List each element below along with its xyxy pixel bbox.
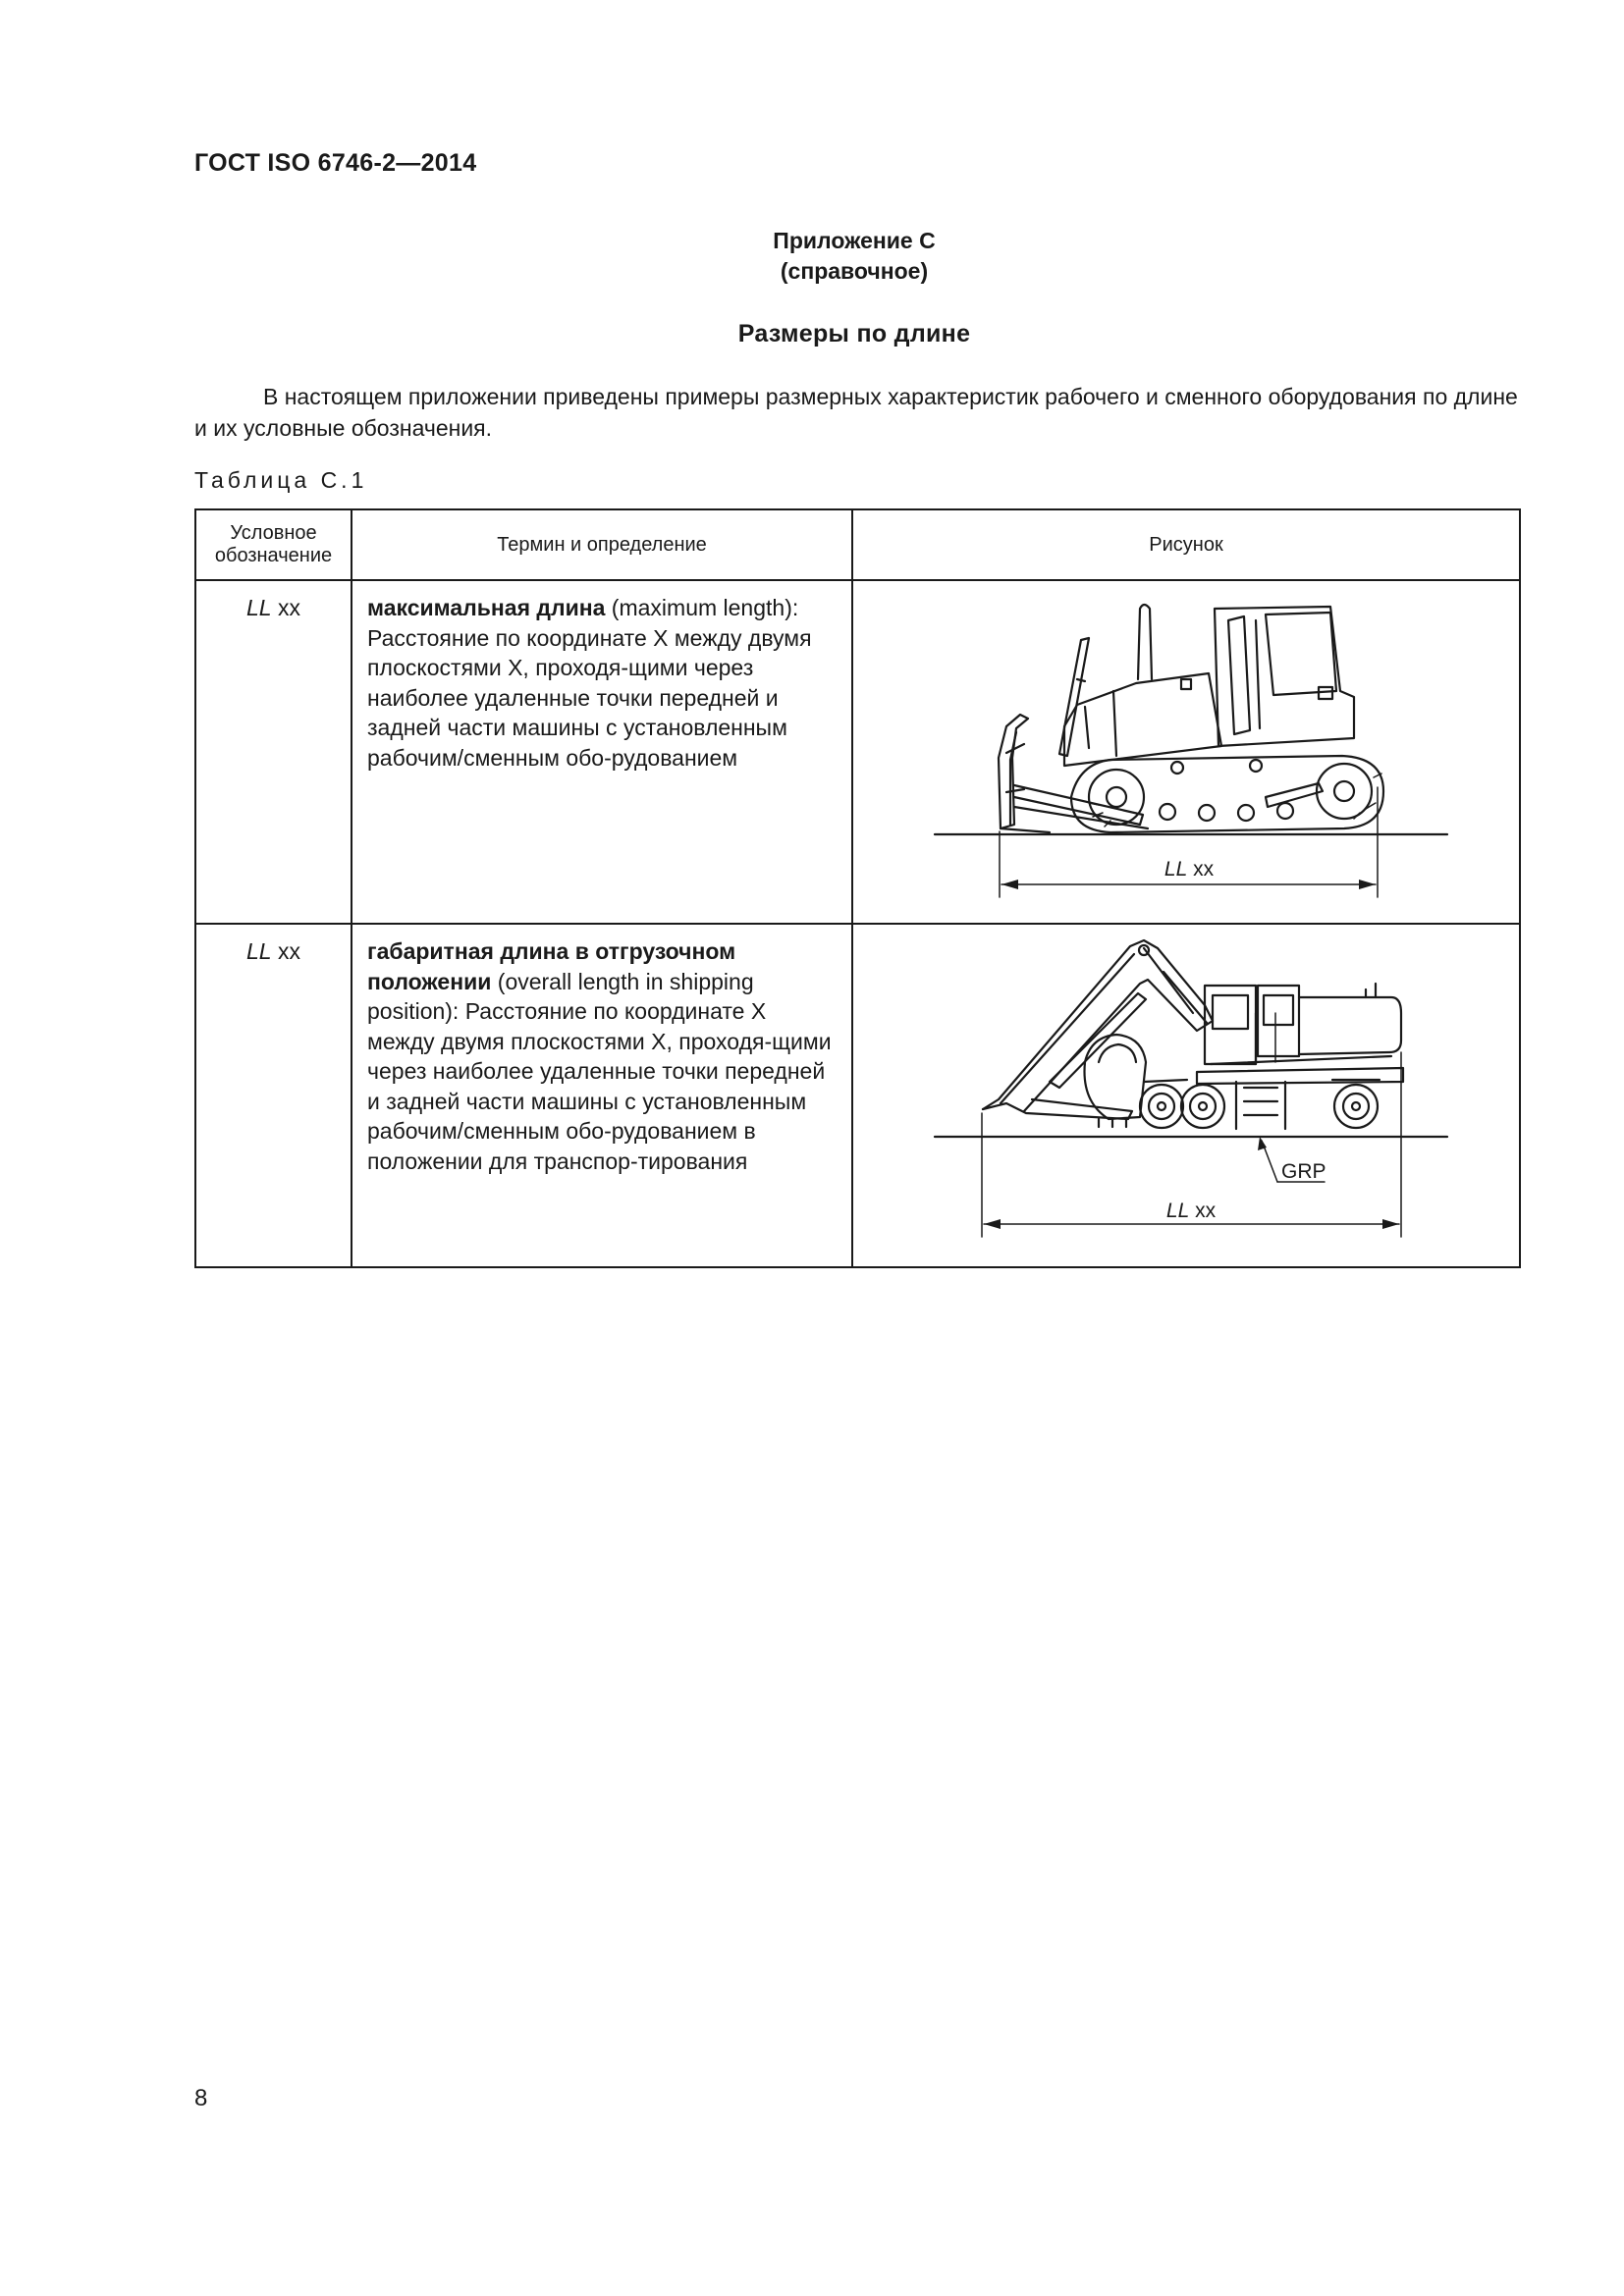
symbol-suffix: xx xyxy=(271,595,300,620)
figure-cell xyxy=(852,580,1520,924)
section-title: Размеры по длине xyxy=(737,320,971,347)
engine-hood xyxy=(1064,673,1221,766)
header-symbol: Условное обозначение xyxy=(195,509,352,580)
dimension-label: LL xx xyxy=(1164,858,1215,881)
table-caption: Таблица С.1 xyxy=(194,467,368,493)
arrow-left xyxy=(1001,880,1018,889)
table-header-row xyxy=(195,509,1520,580)
boom xyxy=(983,940,1213,1111)
arrow-left xyxy=(984,1219,1001,1229)
table-row xyxy=(195,580,1520,924)
intro-paragraph: В настоящем приложении приведены примеры размерных характеристик рабочего и сменного оборудования по длине и их условные обозначения. xyxy=(194,384,1518,441)
annex-title: Приложение С xyxy=(773,228,936,253)
document-code: ГОСТ ISO 6746-2—2014 xyxy=(194,149,477,177)
bulldozer-figure xyxy=(853,581,1521,909)
undercarriage xyxy=(1140,1068,1403,1129)
term-definition: (maximum length): Расстояние по координате X между двумя плоскостями X, проходя-щими через наиболее удаленные точки передней и задней части машины с установленным рабочим/сменным обо-рудованием xyxy=(367,595,812,771)
term-definition: (overall length in shipping position): Расстояние по координате X между двумя плоскостями X, проходя-щими через наиболее удаленные точки передней и задней части машины с установленным рабочим/сменным обо-рудованием в положении для транспор-тирования xyxy=(367,968,832,1174)
stick xyxy=(983,972,1207,1119)
term-bold: габаритная длина в отгрузочном положении xyxy=(367,938,736,994)
page-number: 8 xyxy=(194,2085,208,2111)
term-bold: максимальная длина xyxy=(367,595,606,620)
arrow-right xyxy=(1359,880,1376,889)
table-row xyxy=(195,924,1520,1267)
track-assembly xyxy=(1071,756,1383,832)
push-arm-lower xyxy=(1014,807,1148,828)
definition-cell xyxy=(352,580,852,924)
symbol-suffix: xx xyxy=(271,938,300,964)
upper-structure xyxy=(1205,984,1401,1064)
symbol-italic: LL xyxy=(246,595,272,620)
bucket xyxy=(1085,1035,1147,1127)
symbol-italic: LL xyxy=(246,938,272,964)
header-term: Термин и определение xyxy=(352,509,852,580)
annex-kind: (справочное) xyxy=(780,258,929,284)
operator-cab xyxy=(1215,607,1354,746)
grp-label: GRP xyxy=(1281,1160,1326,1183)
header-figure: Рисунок xyxy=(852,509,1520,580)
dimensions-table xyxy=(194,508,1521,1268)
excavator-figure xyxy=(853,925,1521,1253)
blade xyxy=(999,715,1050,832)
arrow-right xyxy=(1382,1219,1399,1229)
symbol-cell xyxy=(195,924,352,1267)
figure-cell xyxy=(852,924,1520,1267)
exhaust-stack xyxy=(1138,605,1152,679)
dimension-label: LL xx xyxy=(1165,1200,1217,1222)
symbol-cell xyxy=(195,580,352,924)
definition-cell xyxy=(352,924,852,1267)
